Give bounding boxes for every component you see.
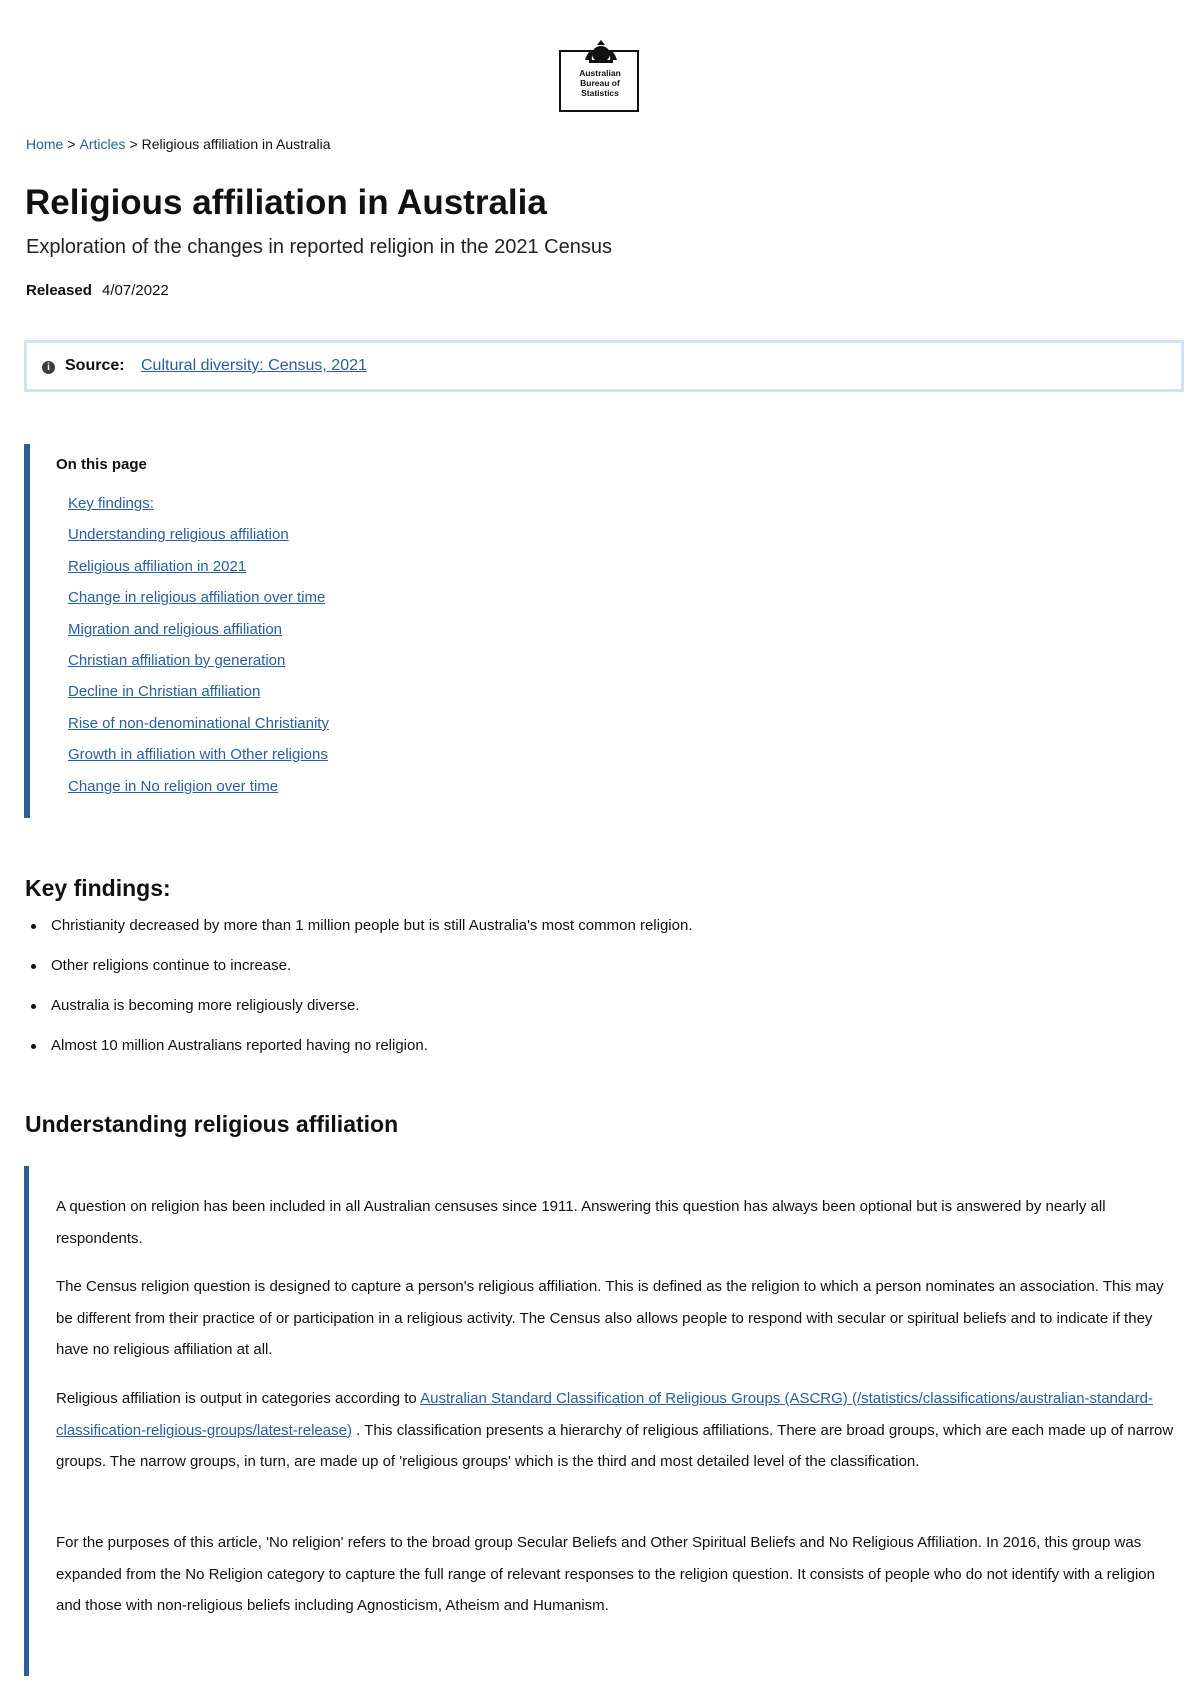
toc-link-key-findings[interactable]: Key findings: (68, 495, 154, 512)
toc-link-2021[interactable]: Religious affiliation in 2021 (68, 557, 247, 575)
paragraph-2: The Census religion question is designed to capture a person's religious affiliation. This is defined as the religion to which a person nominates an association. This may be different from their practice of or participation in a religious activity. The Census also allows people to respond with secular or spiritual beliefs and to indicate if they have no religious affiliation at all. (56, 1278, 1164, 1358)
list-item: Christianity decreased by more than 1 million people but is still Australia's most common religion. (26, 916, 692, 956)
toc-link-change-over-time[interactable]: Change in religious affiliation over time (68, 589, 326, 607)
breadcrumb-separator: > (129, 136, 138, 152)
released-label: Released (26, 282, 92, 299)
toc-item (68, 494, 329, 525)
source-link[interactable]: Cultural diversity: Census, 2021 (141, 357, 367, 374)
toc-link-other-religions[interactable]: Growth in affiliation with Other religions (68, 746, 328, 764)
toc-item (68, 777, 329, 808)
on-this-page (24, 444, 624, 818)
list-item: Almost 10 million Australians reported having no religion. (26, 1036, 692, 1076)
logo-line-3: Statistics (581, 88, 619, 98)
abs-logo[interactable] (559, 40, 643, 114)
toc-item (68, 620, 329, 651)
toc-link-decline[interactable]: Decline in Christian affiliation (68, 683, 261, 701)
source-box (24, 340, 1184, 392)
paragraph-4: For the purposes of this article, 'No religion' refers to the broad group Secular Beliefs and Other Spiritual Beliefs and No Religious Affiliation. In 2016, this group was expanded from the No Religion category to capture the full range of relevant responses to the religion question. It consists of people who do not identify with a religion and those with non-religious beliefs including Agnosticism, Atheism and Humanism. (56, 1534, 1155, 1614)
toc-item (68, 557, 329, 588)
toc-list (68, 494, 329, 808)
toc-item (68, 745, 329, 776)
page-title: Religious affiliation in Australia (25, 183, 547, 222)
info-icon: i (42, 361, 55, 374)
breadcrumb-separator: > (67, 136, 76, 152)
toc-link-no-religion[interactable]: Change in No religion over time (68, 777, 279, 795)
toc-title: On this page (56, 456, 147, 473)
understanding-heading: Understanding religious affiliation (25, 1111, 399, 1137)
breadcrumb (26, 136, 331, 152)
breadcrumb-articles[interactable]: Articles (79, 136, 126, 152)
logo-text (565, 68, 635, 98)
key-findings-list (26, 916, 692, 1076)
source-label: Source: (65, 357, 125, 374)
page-subtitle: Exploration of the changes in reported religion in the 2021 Census (26, 236, 612, 258)
toc-link-non-denominational[interactable]: Rise of non-denominational Christianity (68, 714, 329, 732)
toc-item (68, 525, 329, 556)
release-info (26, 282, 169, 299)
paragraph-3 (56, 1383, 1176, 1478)
breadcrumb-current: Religious affiliation in Australia (141, 136, 331, 152)
toc-item (68, 682, 329, 713)
toc-link-generation[interactable]: Christian affiliation by generation (68, 651, 286, 669)
toc-item (68, 588, 329, 619)
understanding-section (24, 1166, 1184, 1676)
list-item: Other religions continue to increase. (26, 956, 692, 996)
paragraph-3-rest: . This classification presents a hierarchy of religious affiliations. There are broad groups, which are each made up of narrow groups. The narrow groups, in turn, are made up of 'religious groups' which is the third and most detailed level of the classification. (56, 1421, 1174, 1470)
paragraph-1: A question on religion has been included in all Australian censuses since 1911. Answering this question has always been optional but is answered by nearly all respondents. (56, 1198, 1106, 1247)
logo-line-2: Bureau of (580, 78, 620, 88)
breadcrumb-home[interactable]: Home (26, 136, 64, 152)
toc-item (68, 651, 329, 682)
toc-link-migration[interactable]: Migration and religious affiliation (68, 620, 283, 638)
released-date: 4/07/2022 (102, 282, 169, 299)
key-findings-heading: Key findings: (25, 875, 171, 901)
paragraph-3-intro: Religious affiliation is output in categories according to (56, 1390, 421, 1407)
logo-line-1: Australian (579, 68, 621, 78)
toc-item (68, 714, 329, 745)
list-item: Australia is becoming more religiously diverse. (26, 996, 692, 1036)
toc-link-understanding[interactable]: Understanding religious affiliation (68, 526, 289, 544)
ascrg-link[interactable]: Australian Standard Classification of Religious Groups (ASCRG) (/statistics/classifications/australian-standard-classification-religious-groups/latest-release) (56, 1390, 1153, 1439)
